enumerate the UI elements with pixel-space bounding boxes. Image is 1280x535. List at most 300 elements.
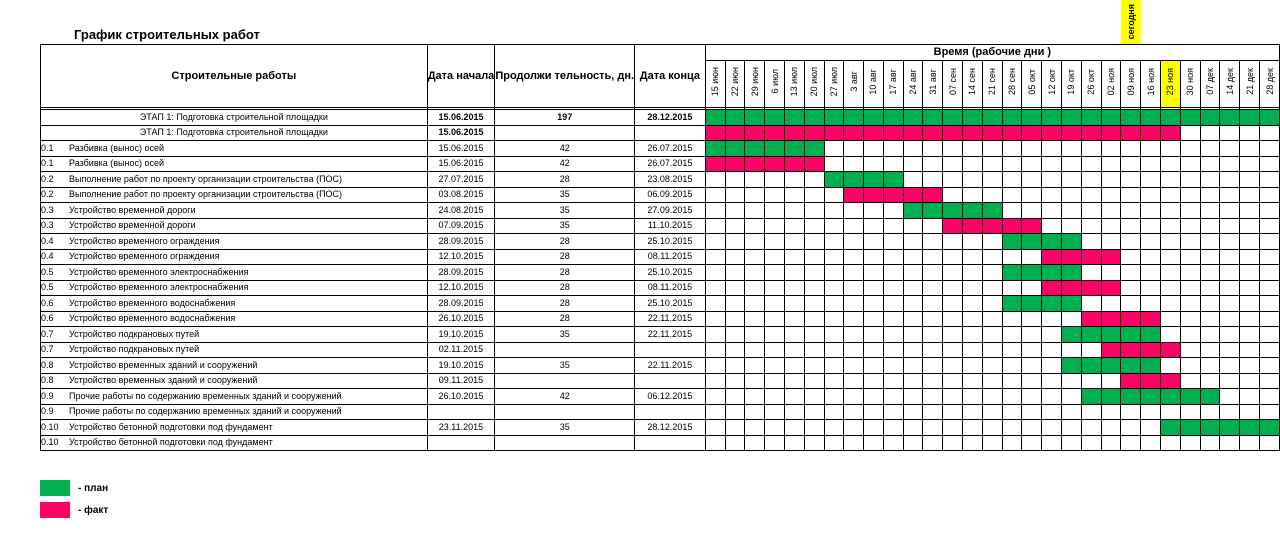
gantt-cell <box>1062 435 1082 451</box>
gantt-cell <box>1121 141 1141 157</box>
gantt-cell <box>1161 203 1181 219</box>
gantt-cell <box>864 203 884 219</box>
task-name-cell <box>41 156 428 172</box>
end-date-cell: 08.11.2015 <box>635 280 706 296</box>
gantt-cell <box>883 265 903 281</box>
gantt-cell <box>1161 187 1181 203</box>
gantt-cell <box>923 141 943 157</box>
gantt-bar-fact <box>1022 218 1042 234</box>
gantt-bar-fact <box>903 187 923 203</box>
header-row <box>41 45 1280 61</box>
gantt-cell <box>1180 311 1200 327</box>
gantt-cell <box>923 342 943 358</box>
task-name: Устройство бетонной подготовки под фундамент <box>69 421 273 432</box>
task-name-cell <box>41 373 428 389</box>
gantt-bar-plan <box>923 203 943 219</box>
gantt-cell <box>745 187 765 203</box>
gantt-cell <box>844 249 864 265</box>
gantt-bar-fact <box>1101 249 1121 265</box>
gantt-cell <box>824 389 844 405</box>
gantt-cell <box>982 404 1002 420</box>
gantt-bar-fact <box>1101 342 1121 358</box>
gantt-cell <box>705 280 725 296</box>
gantt-cell <box>1062 342 1082 358</box>
gantt-cell <box>864 156 884 172</box>
task-row <box>41 249 1280 265</box>
gantt-cell <box>1081 296 1101 312</box>
gantt-bar-plan <box>1002 110 1022 126</box>
task-code: 0.1 <box>41 158 54 169</box>
gantt-cell <box>982 342 1002 358</box>
duration-cell: 28 <box>495 311 635 327</box>
gantt-cell <box>824 265 844 281</box>
gantt-cell <box>982 358 1002 374</box>
start-date-cell: 19.10.2015 <box>427 358 495 374</box>
gantt-cell <box>1180 249 1200 265</box>
gantt-bar-plan <box>963 110 983 126</box>
gantt-cell <box>1240 280 1260 296</box>
gantt-cell <box>784 249 804 265</box>
gantt-bar-plan <box>1240 110 1260 126</box>
gantt-cell <box>725 249 745 265</box>
gantt-cell <box>784 203 804 219</box>
gantt-bar-plan <box>1161 389 1181 405</box>
gantt-cell <box>1002 342 1022 358</box>
week-label-text: 13 июл <box>789 66 800 97</box>
gantt-cell <box>1220 311 1240 327</box>
task-row <box>41 234 1280 250</box>
task-row <box>41 435 1280 451</box>
gantt-cell <box>1141 404 1161 420</box>
gantt-bar-fact <box>923 187 943 203</box>
gantt-cell <box>943 373 963 389</box>
gantt-cell <box>943 420 963 436</box>
gantt-cell <box>1161 234 1181 250</box>
gantt-cell <box>1260 342 1280 358</box>
gantt-cell <box>705 249 725 265</box>
gantt-cell <box>1180 172 1200 188</box>
gantt-cell <box>1260 141 1280 157</box>
gantt-cell <box>943 172 963 188</box>
gantt-cell <box>903 172 923 188</box>
task-row <box>41 358 1280 374</box>
gantt-cell <box>903 435 923 451</box>
gantt-cell <box>804 187 824 203</box>
task-code: 0.7 <box>41 344 54 355</box>
week-label <box>1180 60 1200 107</box>
gantt-cell <box>923 358 943 374</box>
gantt-cell <box>705 311 725 327</box>
gantt-cell <box>1081 342 1101 358</box>
week-label <box>1121 60 1141 107</box>
gantt-cell <box>844 280 864 296</box>
end-date-cell: 26.07.2015 <box>635 156 706 172</box>
gantt-cell <box>824 373 844 389</box>
gantt-cell <box>1022 156 1042 172</box>
task-row <box>41 265 1280 281</box>
gantt-cell <box>1042 435 1062 451</box>
gantt-bar-fact <box>725 125 745 141</box>
gantt-cell <box>963 389 983 405</box>
gantt-bar-fact <box>725 156 745 172</box>
gantt-bar-plan <box>725 141 745 157</box>
gantt-cell <box>1220 435 1240 451</box>
gantt-cell <box>963 172 983 188</box>
gantt-cell <box>844 327 864 343</box>
gantt-cell <box>1200 218 1220 234</box>
week-label-text: 14 сен <box>967 68 978 95</box>
task-code: 0.5 <box>41 266 54 277</box>
gantt-cell <box>824 234 844 250</box>
gantt-bar-plan <box>1081 327 1101 343</box>
gantt-cell <box>1240 389 1260 405</box>
gantt-cell <box>1161 404 1181 420</box>
gantt-cell <box>705 327 725 343</box>
legend-fact-label: - факт <box>78 504 109 516</box>
gantt-cell <box>1101 187 1121 203</box>
gantt-cell <box>824 187 844 203</box>
gantt-bar-fact <box>1062 249 1082 265</box>
gantt-cell <box>765 249 785 265</box>
gantt-cell <box>963 156 983 172</box>
gantt-bar-plan <box>844 110 864 126</box>
gantt-cell <box>1062 187 1082 203</box>
gantt-cell <box>705 342 725 358</box>
gantt-cell <box>1081 265 1101 281</box>
gantt-cell <box>804 311 824 327</box>
gantt-cell <box>804 203 824 219</box>
gantt-cell <box>765 342 785 358</box>
gantt-cell <box>1200 373 1220 389</box>
gantt-cell <box>1200 435 1220 451</box>
gantt-bar-plan <box>745 110 765 126</box>
gantt-cell <box>824 435 844 451</box>
gantt-cell <box>844 296 864 312</box>
gantt-cell <box>1220 342 1240 358</box>
gantt-cell <box>784 420 804 436</box>
gantt-cell <box>725 342 745 358</box>
gantt-cell <box>963 187 983 203</box>
gantt-cell <box>745 435 765 451</box>
gantt-bar-plan <box>765 141 785 157</box>
gantt-cell <box>1200 172 1220 188</box>
gantt-cell <box>943 296 963 312</box>
duration-cell: 28 <box>495 280 635 296</box>
gantt-bar-fact <box>824 125 844 141</box>
gantt-cell <box>804 358 824 374</box>
gantt-cell <box>1180 327 1200 343</box>
gantt-cell <box>883 249 903 265</box>
gantt-cell <box>1042 311 1062 327</box>
gantt-cell <box>1260 156 1280 172</box>
gantt-cell <box>804 172 824 188</box>
task-name: Устройство временного ограждения <box>69 235 220 246</box>
week-label-text: 30 ноя <box>1185 67 1196 96</box>
gantt-cell <box>824 420 844 436</box>
gantt-bar-plan <box>1081 110 1101 126</box>
gantt-cell <box>1002 141 1022 157</box>
gantt-bar-plan <box>903 110 923 126</box>
gantt-cell <box>1240 296 1260 312</box>
gantt-cell <box>784 342 804 358</box>
gantt-cell <box>963 342 983 358</box>
task-name: Устройство временного ограждения <box>69 251 220 262</box>
gantt-cell <box>864 358 884 374</box>
gantt-bar-plan <box>864 110 884 126</box>
gantt-cell <box>765 389 785 405</box>
gantt-cell <box>725 218 745 234</box>
gantt-cell <box>1121 187 1141 203</box>
gantt-bar-plan <box>725 110 745 126</box>
legend-fact-swatch <box>40 502 70 518</box>
gantt-cell <box>765 296 785 312</box>
gantt-bar-fact <box>1042 280 1062 296</box>
duration-cell: 42 <box>495 141 635 157</box>
gantt-cell <box>745 358 765 374</box>
gantt-cell <box>903 156 923 172</box>
gantt-cell <box>1022 327 1042 343</box>
gantt-cell <box>844 373 864 389</box>
gantt-cell <box>1180 280 1200 296</box>
gantt-cell <box>1101 404 1121 420</box>
week-label <box>804 60 824 107</box>
gantt-bar-fact <box>1141 125 1161 141</box>
gantt-cell <box>1260 172 1280 188</box>
gantt-cell <box>1161 435 1181 451</box>
gantt-bar-plan <box>883 172 903 188</box>
gantt-cell <box>1101 218 1121 234</box>
gantt-cell <box>1161 327 1181 343</box>
week-label <box>765 60 785 107</box>
gantt-bar-fact <box>1062 125 1082 141</box>
header-end: Дата конца <box>635 45 706 108</box>
gantt-cell <box>1260 389 1280 405</box>
gantt-cell <box>1180 141 1200 157</box>
gantt-cell <box>705 404 725 420</box>
task-row <box>41 373 1280 389</box>
gantt-bar-fact <box>1081 311 1101 327</box>
gantt-cell <box>745 172 765 188</box>
gantt-cell <box>864 404 884 420</box>
gantt-cell <box>1002 404 1022 420</box>
gantt-bar-fact <box>745 125 765 141</box>
gantt-bar-plan <box>864 172 884 188</box>
task-code: 0.8 <box>41 359 54 370</box>
gantt-cell <box>883 311 903 327</box>
gantt-cell <box>1022 172 1042 188</box>
week-label-text: 05 окт <box>1026 68 1037 95</box>
gantt-cell <box>1180 373 1200 389</box>
gantt-bar-plan <box>705 141 725 157</box>
end-date-cell <box>635 125 706 141</box>
gantt-cell <box>784 311 804 327</box>
gantt-cell <box>1062 420 1082 436</box>
task-name: Устройство бетонной подготовки под фундамент <box>69 437 273 448</box>
gantt-bar-fact <box>765 156 785 172</box>
gantt-cell <box>1141 265 1161 281</box>
gantt-cell <box>765 327 785 343</box>
gantt-cell <box>765 234 785 250</box>
gantt-cell <box>705 265 725 281</box>
end-date-cell: 11.10.2015 <box>635 218 706 234</box>
week-label-text: 31 авг <box>927 68 938 95</box>
gantt-cell <box>1141 172 1161 188</box>
gantt-cell <box>943 265 963 281</box>
gantt-bar-plan <box>1180 420 1200 436</box>
gantt-cell <box>1141 420 1161 436</box>
gantt-cell <box>765 420 785 436</box>
end-date-cell: 25.10.2015 <box>635 234 706 250</box>
gantt-cell <box>1200 265 1220 281</box>
gantt-cell <box>1022 358 1042 374</box>
gantt-cell <box>1062 373 1082 389</box>
start-date-cell: 28.09.2015 <box>427 296 495 312</box>
gantt-cell <box>982 141 1002 157</box>
gantt-cell <box>1062 218 1082 234</box>
gantt-cell <box>1180 203 1200 219</box>
gantt-bar-plan <box>1042 110 1062 126</box>
gantt-cell <box>1220 234 1240 250</box>
gantt-cell <box>1260 187 1280 203</box>
gantt-cell <box>705 218 725 234</box>
duration-cell: 42 <box>495 156 635 172</box>
duration-cell: 35 <box>495 420 635 436</box>
gantt-cell <box>1240 218 1260 234</box>
gantt-cell <box>1042 420 1062 436</box>
gantt-cell <box>1101 156 1121 172</box>
gantt-cell <box>804 218 824 234</box>
gantt-cell <box>1240 141 1260 157</box>
task-name: Устройство подкрановых путей <box>69 344 200 355</box>
gantt-cell <box>943 187 963 203</box>
week-label-text: 29 июн <box>749 66 760 97</box>
gantt-cell <box>804 373 824 389</box>
gantt-bar-plan <box>1022 110 1042 126</box>
gantt-cell <box>1180 187 1200 203</box>
gantt-cell <box>1180 342 1200 358</box>
gantt-cell <box>1022 404 1042 420</box>
gantt-cell <box>804 389 824 405</box>
gantt-cell <box>1240 358 1260 374</box>
task-code: 0.1 <box>41 142 54 153</box>
task-name-cell <box>41 187 428 203</box>
week-label <box>1240 60 1260 107</box>
gantt-cell <box>1141 156 1161 172</box>
gantt-cell <box>765 280 785 296</box>
task-name-cell <box>41 404 428 420</box>
gantt-cell <box>804 342 824 358</box>
gantt-cell <box>745 265 765 281</box>
task-name: Устройство временного электроснабжения <box>69 266 249 277</box>
gantt-cell <box>1240 249 1260 265</box>
week-label-text: 19 окт <box>1066 68 1077 95</box>
gantt-cell <box>1101 141 1121 157</box>
gantt-cell <box>883 327 903 343</box>
gantt-cell <box>1042 404 1062 420</box>
gantt-cell <box>1042 218 1062 234</box>
gantt-cell <box>1260 280 1280 296</box>
gantt-bar-plan <box>824 172 844 188</box>
gantt-cell <box>883 234 903 250</box>
gantt-cell <box>1042 327 1062 343</box>
task-code: 0.5 <box>41 282 54 293</box>
gantt-cell <box>844 358 864 374</box>
gantt-cell <box>765 187 785 203</box>
gantt-cell <box>982 280 1002 296</box>
week-label-text: 12 окт <box>1046 68 1057 95</box>
task-code: 0.3 <box>41 204 54 215</box>
gantt-bar-fact <box>844 187 864 203</box>
week-label-text: 10 авг <box>868 68 879 95</box>
gantt-cell <box>1062 156 1082 172</box>
week-label-text: 07 дек <box>1205 68 1216 95</box>
gantt-cell <box>1200 156 1220 172</box>
task-row <box>41 296 1280 312</box>
gantt-cell <box>824 358 844 374</box>
gantt-cell <box>1220 280 1240 296</box>
gantt-cell <box>745 296 765 312</box>
gantt-cell <box>1260 358 1280 374</box>
gantt-cell <box>903 249 923 265</box>
gantt-cell <box>745 234 765 250</box>
gantt-cell <box>1200 342 1220 358</box>
header-start: Дата начала <box>427 45 495 108</box>
gantt-cell <box>725 280 745 296</box>
gantt-cell <box>963 249 983 265</box>
gantt-cell <box>923 265 943 281</box>
gantt-cell <box>864 234 884 250</box>
gantt-cell <box>824 141 844 157</box>
gantt-cell <box>923 435 943 451</box>
gantt-cell <box>804 234 824 250</box>
gantt-cell <box>1260 296 1280 312</box>
gantt-cell <box>1260 373 1280 389</box>
gantt-cell <box>903 327 923 343</box>
gantt-cell <box>1200 187 1220 203</box>
gantt-cell <box>705 296 725 312</box>
week-label-text: 28 дек <box>1264 68 1275 95</box>
end-date-cell: 06.12.2015 <box>635 389 706 405</box>
gantt-bar-fact <box>982 125 1002 141</box>
gantt-bar-fact <box>1161 125 1181 141</box>
gantt-cell <box>1002 311 1022 327</box>
week-label <box>705 60 725 107</box>
end-date-cell: 26.07.2015 <box>635 141 706 157</box>
gantt-cell <box>765 404 785 420</box>
gantt-bar-fact <box>1101 125 1121 141</box>
gantt-cell <box>1240 435 1260 451</box>
gantt-bar-plan <box>784 141 804 157</box>
start-date-cell: 03.08.2015 <box>427 187 495 203</box>
task-row <box>41 404 1280 420</box>
end-date-cell <box>635 373 706 389</box>
gantt-cell <box>1062 203 1082 219</box>
week-label <box>1220 60 1240 107</box>
header-duration: Продолжи тельность, дн. <box>495 45 635 108</box>
gantt-cell <box>1220 125 1240 141</box>
gantt-cell <box>1260 265 1280 281</box>
gantt-body <box>41 107 1280 451</box>
gantt-cell <box>1240 172 1260 188</box>
gantt-cell <box>1022 187 1042 203</box>
gantt-cell <box>745 311 765 327</box>
start-date-cell: 28.09.2015 <box>427 234 495 250</box>
week-label <box>745 60 765 107</box>
gantt-cell <box>1042 358 1062 374</box>
gantt-cell <box>1260 311 1280 327</box>
gantt-bar-fact <box>705 125 725 141</box>
gantt-bar-plan <box>1062 265 1082 281</box>
